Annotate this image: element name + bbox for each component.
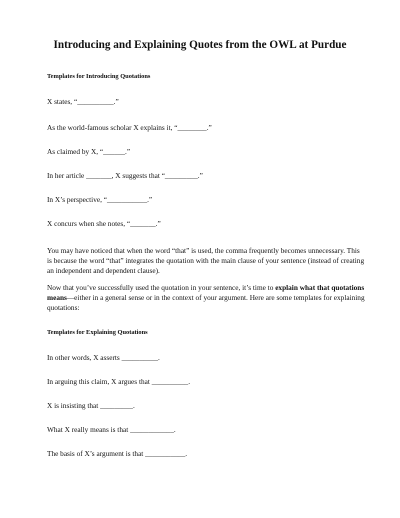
explain-template-3: X is insisting that _________.: [47, 401, 135, 410]
explain-template-5: The basis of X’s argument is that ___________.: [47, 449, 188, 458]
introducing-templates-heading: Templates for Introducing Quotations: [47, 73, 151, 80]
explain-template-4: What X really means is that ____________.: [47, 425, 176, 434]
explain-quotation-paragraph: [47, 283, 365, 312]
comma-explanation-paragraph: You may have noticed that when the word “that” is used, the comma frequently becomes unnecessary. This is because the word “that” integrates the quotation with the main clause of your sentence (instead of creating an independent and dependent clause).: [47, 246, 365, 275]
intro-template-5: In X’s perspective, “___________.”: [47, 195, 153, 204]
document-title: Introducing and Explaining Quotes from the OWL at Purdue: [53, 39, 347, 51]
intro-template-3: As claimed by X, “______.”: [47, 147, 131, 156]
explaining-templates-heading: Templates for Explaining Quotations: [47, 329, 148, 336]
paragraph-emphasis: explain what that quotations means: [47, 283, 365, 302]
paragraph-text-start: Now that you’ve successfully used the quotation in your sentence, it’s time to: [47, 283, 276, 292]
paragraph-text-end: —either in a general sense or in the context of your argument. Here are some templates for explaining quotations:: [47, 292, 365, 312]
intro-template-1: X states, “__________.”: [47, 97, 119, 106]
intro-template-4: In her article _______, X suggests that “_________.”: [47, 171, 203, 180]
explain-template-1: In other words, X asserts __________.: [47, 353, 160, 362]
intro-template-6: X concurs when she notes, “_______.”: [47, 219, 161, 228]
intro-template-2: As the world-famous scholar X explains it, “________.”: [47, 123, 212, 132]
explain-template-2: In arguing this claim, X argues that __________.: [47, 377, 191, 386]
